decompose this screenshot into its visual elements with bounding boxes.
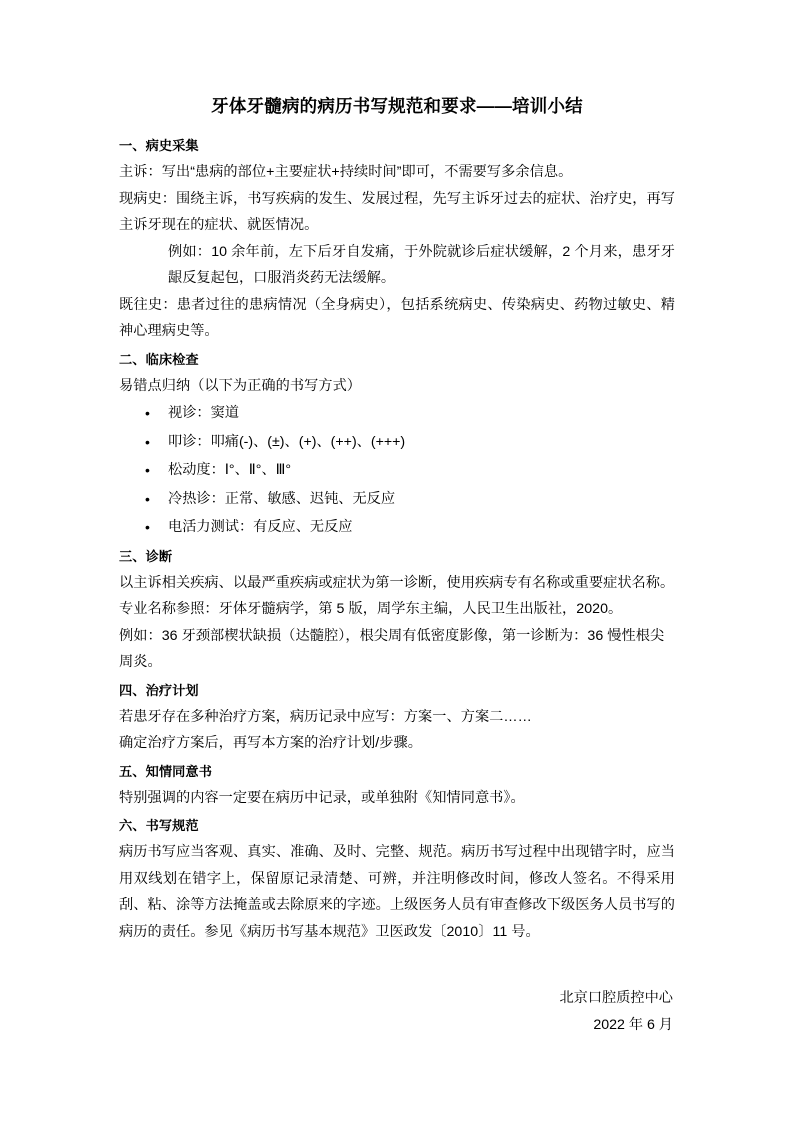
paragraph-chief-complaint: 主诉：写出“患病的部位+主要症状+持续时间”即可，不需要写多余信息。 bbox=[119, 164, 573, 180]
section-heading-diagnosis: 三、诊断 bbox=[119, 548, 173, 564]
paragraph-history-example: 例如：10 余年前，左下后牙自发痛，于外院就诊后症状缓解，2 个月来，患牙牙龈反复起包，口服消炎药无法缓解。 bbox=[168, 243, 675, 286]
paragraph-writing-standards: 病历书写应当客观、真实、准确、及时、完整、规范。病历书写过程中出现错字时，应当用双线划在错字上，保留原记录清楚、可辨，并注明修改时间，修改人签名。不得采用刮、粘、涂等方法掩盖或去除原来的字迹。上级医务人员有审查修改下级医务人员书写的病历的责任。参见《病历书写基本规范》卫医政发〔2010〕11 号。 bbox=[119, 844, 675, 940]
list-item-label: 视诊：窦道 bbox=[168, 405, 239, 421]
bullet-icon: • bbox=[145, 405, 150, 421]
clinical-examination-list bbox=[119, 399, 675, 542]
list-item bbox=[119, 428, 675, 457]
bullet-icon: • bbox=[145, 519, 150, 535]
paragraph-terminology-reference: 专业名称参照：牙体牙髓病学，第 5 版，周学东主编，人民卫生出版社，2020。 bbox=[119, 601, 623, 617]
section-heading-history-collection: 一、病史采集 bbox=[119, 138, 199, 153]
list-item-label: 叩诊：叩痛(-)、(±)、(+)、(++)、(+++) bbox=[168, 433, 406, 450]
document-body bbox=[119, 92, 675, 1039]
paragraph-diagnosis-example: 例如：36 牙颈部楔状缺损（达髓腔），根尖周有低密度影像，第一诊断为：36 慢性根尖周炎。 bbox=[119, 627, 665, 670]
section-heading-informed-consent: 五、知情同意书 bbox=[119, 763, 213, 779]
paragraph-diagnosis-principle: 以主诉相关疾病、以最严重疾病或症状为第一诊断，使用疾病专有名称或重要症状名称。 bbox=[119, 574, 675, 591]
list-item-label: 冷热诊：正常、敏感、迟钝、无反应 bbox=[168, 490, 396, 507]
paragraph-multiple-plans: 若患牙存在多种治疗方案，病历记录中应写：方案一、方案二…… bbox=[119, 708, 532, 725]
section-heading-writing-standards: 六、书写规范 bbox=[119, 818, 199, 833]
signature-block bbox=[119, 985, 675, 1039]
paragraph-informed-consent: 特别强调的内容一定要在病历中记录，或单独附《知情同意书》。 bbox=[119, 789, 525, 806]
list-item-label: 电活力测试：有反应、无反应 bbox=[168, 519, 353, 535]
signature-date: 2022 年 6 月 bbox=[593, 1017, 673, 1033]
page-title: 牙体牙髓病的病历书写规范和要求——培训小结 bbox=[211, 96, 583, 116]
bullet-icon: • bbox=[145, 433, 150, 450]
paragraph-common-mistakes: 易错点归纳（以下为正确的书写方式） bbox=[119, 377, 362, 394]
paragraph-plan-steps: 确定治疗方案后，再写本方案的治疗计划/步骤。 bbox=[119, 735, 422, 751]
list-item bbox=[119, 513, 675, 542]
list-item bbox=[119, 399, 675, 428]
paragraph-present-illness: 现病史：围绕主诉，书写疾病的发生、发展过程，先写主诉牙过去的症状、治疗史，再写主诉牙现在的症状、就医情况。 bbox=[119, 190, 675, 233]
paragraph-past-history: 既往史：患者过往的患病情况（全身病史），包括系统病史、传染病史、药物过敏史、精神心理病史等。 bbox=[119, 296, 675, 339]
list-item bbox=[119, 485, 675, 514]
section-heading-treatment-plan: 四、治疗计划 bbox=[119, 682, 199, 698]
signature-organization: 北京口腔质控中心 bbox=[559, 990, 673, 1006]
bullet-icon: • bbox=[145, 462, 150, 478]
list-item bbox=[119, 456, 675, 485]
bullet-icon: • bbox=[145, 490, 150, 507]
section-heading-clinical-examination: 二、临床检查 bbox=[119, 351, 199, 367]
list-item-label: 松动度：Ⅰ°、Ⅱ°、Ⅲ° bbox=[168, 462, 292, 478]
